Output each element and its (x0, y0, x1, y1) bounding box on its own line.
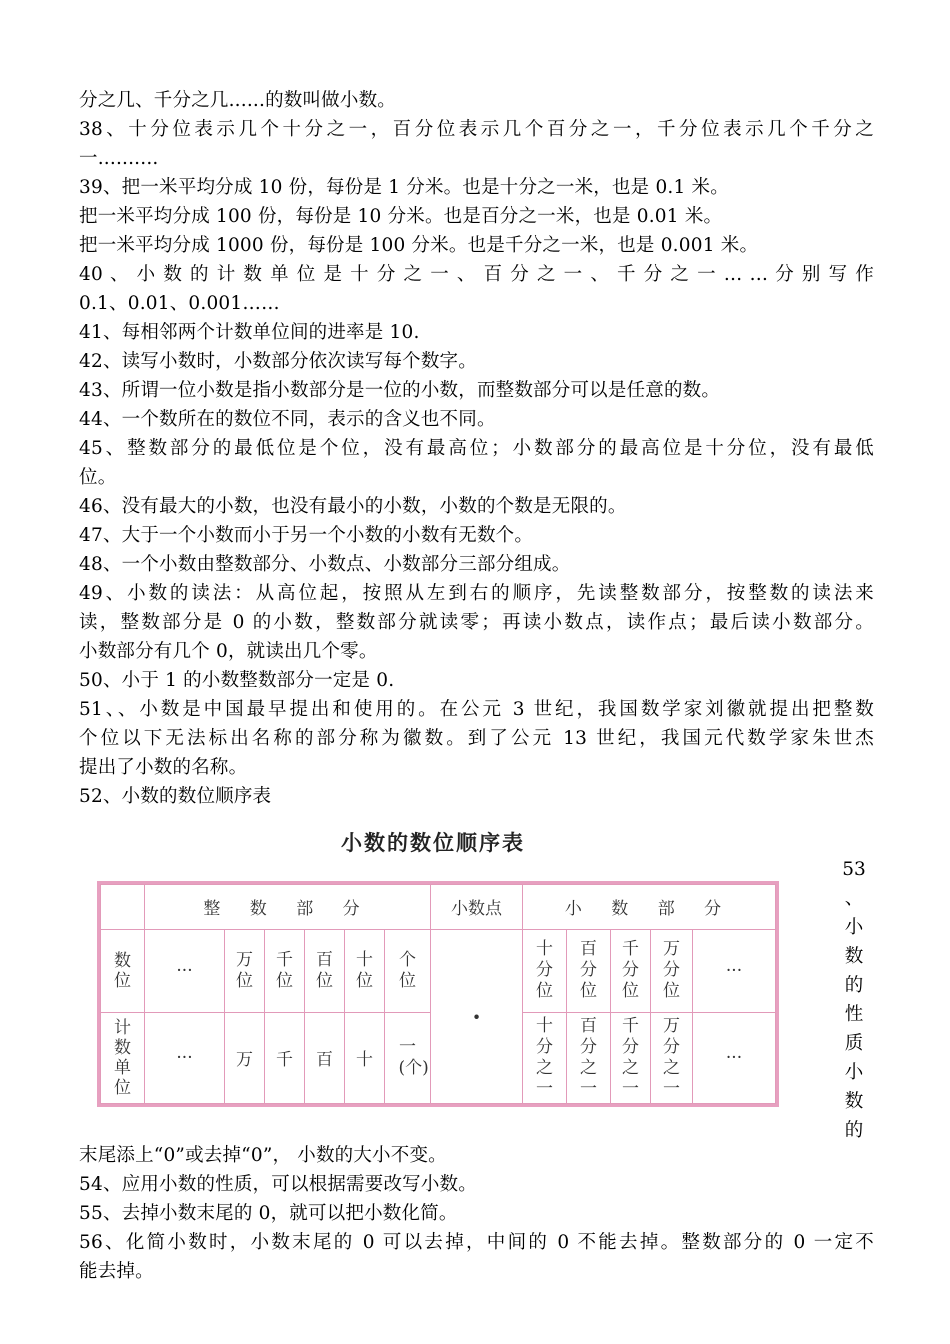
integer-part-header: 整 数 部 分 (145, 885, 431, 930)
side-char: 53 (842, 859, 866, 880)
text-line: 个位以下无法标出名称的部分称为徽数。到了公元 13 世纪，我国元代数学家朱世杰 (79, 728, 874, 749)
text-line: 49、小数的读法：从高位起，按照从左到右的顺序，先读整数部分，按整数的读法来 (79, 583, 874, 604)
unit-one: 一(个) (398, 1036, 429, 1078)
text-line: 51、、小数是中国最早提出和使用的。在公元 3 世纪，我国数学家刘徽就提出把整数 (79, 699, 874, 720)
table-title: 小数的数位顺序表 (341, 831, 525, 855)
ellipsis-cell: ··· (693, 929, 776, 1012)
text-line: 41、每相邻两个计数单位间的进率是 10. (79, 322, 420, 343)
text-line: 读，整数部分是 0 的小数，整数部分就读零；再读小数点，读作点；最后读小数部分。 (79, 612, 874, 633)
side-char: 小 (844, 917, 864, 938)
text-line: 54、应用小数的性质，可以根据需要改写小数。 (79, 1174, 477, 1195)
place-ones: 个位 (399, 949, 416, 991)
document-page (79, 86, 874, 1286)
decimal-part-header: 小 数 部 分 (523, 885, 776, 930)
place-tenths: 十分位 (536, 939, 553, 1002)
side-char: 的 (844, 1120, 864, 1141)
text-line: 45、整数部分的最低位是个位，没有最高位；小数部分的最高位是十分位，没有最低 (79, 438, 874, 459)
text-line: 38、十分位表示几个十分之一，百分位表示几个百分之一，千分位表示几个千分之 (79, 119, 874, 140)
text-line: 39、把一米平均分成 10 份，每份是 1 分米。也是十分之一米，也是 0.1 米。 (79, 177, 729, 198)
text-line: 44、一个数所在的数位不同，表示的含义也不同。 (79, 409, 496, 430)
text-line: 55、去掉小数末尾的 0，就可以把小数化简。 (79, 1203, 458, 1224)
text-line: 52、小数的数位顺序表 (79, 786, 272, 807)
place-tens: 十位 (356, 949, 373, 991)
side-text-53 (841, 855, 867, 1145)
table-header-row (101, 885, 776, 930)
place-thousandths: 千分位 (622, 939, 639, 1002)
place-ten-thousands: 万位 (236, 949, 253, 991)
place-hundreds: 百位 (316, 949, 333, 991)
text-line: 末尾添上“0”或去掉“0”， 小数的大小不变。 (79, 1145, 447, 1166)
text-line: 分之几、千分之几......的数叫做小数。 (79, 90, 396, 111)
place-value-figure (79, 811, 874, 1141)
unit-ten: 十 (345, 1012, 385, 1103)
side-char: 的 (844, 975, 864, 996)
place-value-table (100, 884, 776, 1104)
ellipsis-cell: ··· (145, 929, 225, 1012)
text-line: 小数部分有几个 0，就读出几个零。 (79, 641, 378, 662)
text-line: 47、大于一个小数而小于另一个小数的小数有无数个。 (79, 525, 534, 546)
decimal-point-cell: · (431, 929, 523, 1103)
row-label-units: 计数单位 (114, 1017, 131, 1098)
text-line: 42、读写小数时，小数部分依次读写每个数字。 (79, 351, 477, 372)
text-line: 50、小于 1 的小数整数部分一定是 0. (79, 670, 395, 691)
text-line: 把一米平均分成 100 份，每份是 10 分米。也是百分之一米，也是 0.01 米。 (79, 206, 723, 227)
text-line: 46、没有最大的小数，也没有最小的小数，小数的个数是无限的。 (79, 496, 627, 517)
side-char: 小 (844, 1062, 864, 1083)
side-char: 数 (844, 1091, 864, 1112)
unit-hundredth: 百分之一 (580, 1015, 597, 1099)
place-value-table-frame (97, 881, 779, 1107)
text-line: 一.......... (79, 148, 159, 169)
text-line: 40 、 小 数 的 计 数 单 位 是 十 分 之 一 、 百 分 之 一 、 千 分 之 一 … … 分 别 写 作 (79, 264, 874, 285)
side-char: 性 (844, 1004, 864, 1025)
place-hundredths: 百分位 (580, 939, 597, 1002)
text-line: 43、所谓一位小数是指小数部分是一位的小数，而整数部分可以是任意的数。 (79, 380, 721, 401)
table-row (101, 929, 776, 1012)
text-line: 56、化简小数时，小数末尾的 0 可以去掉，中间的 0 不能去掉。整数部分的 0 一定不 (79, 1232, 874, 1253)
text-line: 提出了小数的名称。 (79, 757, 248, 778)
side-char: 质 (844, 1033, 864, 1054)
side-char: 、 (844, 888, 864, 909)
unit-thousand: 千 (265, 1012, 305, 1103)
text-line: 0.1、0.01、0.001…… (79, 293, 280, 314)
decimal-point-header: 小数点 (431, 885, 523, 930)
side-char: 数 (844, 946, 864, 967)
ellipsis-cell: ··· (693, 1012, 776, 1103)
row-label-places: 数位 (114, 950, 131, 991)
place-thousands: 千位 (276, 949, 293, 991)
unit-ten-thousandth: 万分之一 (663, 1015, 680, 1099)
unit-thousandth: 千分之一 (622, 1015, 639, 1099)
unit-tenth: 十分之一 (536, 1015, 553, 1099)
text-line: 把一米平均分成 1000 份，每份是 100 分米。也是千分之一米，也是 0.001 米。 (79, 235, 759, 256)
unit-hundred: 百 (305, 1012, 345, 1103)
text-line: 48、一个小数由整数部分、小数点、小数部分三部分组成。 (79, 554, 571, 575)
unit-ten-thousand: 万 (225, 1012, 265, 1103)
place-ten-thousandths: 万分位 (663, 939, 680, 1002)
text-line: 位。 (79, 467, 117, 488)
ellipsis-cell: ··· (145, 1012, 225, 1103)
corner-cell (101, 885, 145, 930)
text-line: 能去掉。 (79, 1261, 154, 1282)
